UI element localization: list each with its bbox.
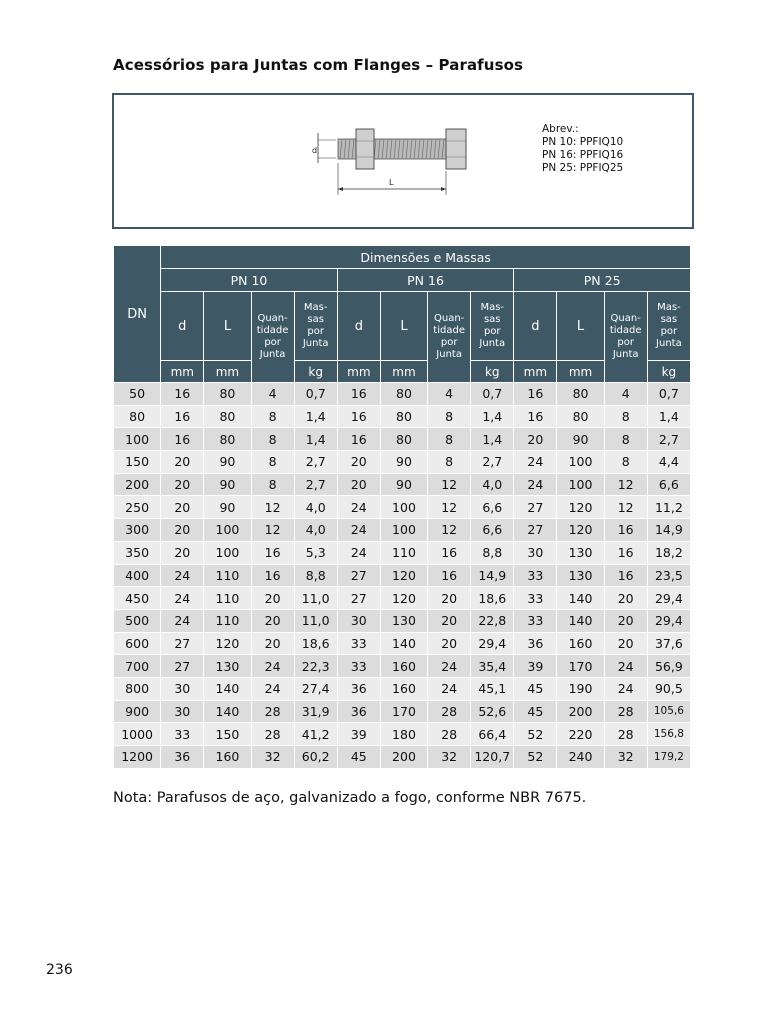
pn25-header: PN 25: [514, 269, 691, 292]
table-cell: 30: [161, 700, 204, 723]
table-row: [114, 677, 691, 700]
table-cell: 105,6: [647, 700, 690, 723]
table-cell: 80: [380, 405, 427, 428]
col-L-header: L: [204, 292, 251, 361]
table-cell: 11,0: [294, 609, 337, 632]
dn-cell: 900: [114, 700, 161, 723]
unit-header: mm: [337, 361, 380, 383]
table-cell: 120: [557, 519, 604, 542]
table-cell: 0,7: [647, 383, 690, 406]
table-cell: 20: [514, 428, 557, 451]
abbrev-title: Abrev.:: [542, 123, 579, 135]
table-cell: 130: [204, 655, 251, 678]
table-cell: 23,5: [647, 564, 690, 587]
table-cell: 120: [380, 564, 427, 587]
table-cell: 20: [428, 632, 471, 655]
table-cell: 24: [514, 473, 557, 496]
dn-cell: 450: [114, 587, 161, 610]
table-cell: 140: [204, 677, 251, 700]
table-cell: 8: [251, 405, 294, 428]
table-cell: 18,2: [647, 541, 690, 564]
table-cell: 18,6: [471, 587, 514, 610]
table-cell: 22,8: [471, 609, 514, 632]
table-cell: 16: [161, 428, 204, 451]
table-row: [114, 723, 691, 746]
table-cell: 120: [557, 496, 604, 519]
table-cell: 11,2: [647, 496, 690, 519]
dn-cell: 600: [114, 632, 161, 655]
table-cell: 24: [161, 587, 204, 610]
table-cell: 45,1: [471, 677, 514, 700]
table-cell: 110: [204, 587, 251, 610]
table-cell: 18,6: [294, 632, 337, 655]
table-cell: 30: [514, 541, 557, 564]
table-cell: 16: [337, 405, 380, 428]
col-d-header: d: [337, 292, 380, 361]
table-cell: 4: [428, 383, 471, 406]
dn-cell: 1000: [114, 723, 161, 746]
table-cell: 24: [604, 677, 647, 700]
table-cell: 140: [557, 587, 604, 610]
abbrev-pn10: PN 10: PPFIQ10: [542, 136, 624, 148]
table-cell: 29,4: [471, 632, 514, 655]
table-cell: 4,0: [294, 519, 337, 542]
table-row: [114, 587, 691, 610]
table-cell: 16: [604, 519, 647, 542]
col-d-header: d: [161, 292, 204, 361]
table-cell: 8: [251, 473, 294, 496]
table-cell: 200: [557, 700, 604, 723]
table-cell: 36: [514, 632, 557, 655]
table-cell: 1,4: [471, 405, 514, 428]
table-cell: 31,9: [294, 700, 337, 723]
table-cell: 179,2: [647, 746, 690, 769]
table-cell: 8: [251, 451, 294, 474]
table-row: [114, 519, 691, 542]
table-cell: 8,8: [294, 564, 337, 587]
table-cell: 60,2: [294, 746, 337, 769]
table-cell: 52: [514, 723, 557, 746]
dn-cell: 350: [114, 541, 161, 564]
table-cell: 80: [380, 428, 427, 451]
table-cell: 80: [204, 428, 251, 451]
pn10-header: PN 10: [161, 269, 338, 292]
table-cell: 20: [161, 451, 204, 474]
table-cell: 1,4: [471, 428, 514, 451]
unit-header: mm: [161, 361, 204, 383]
table-cell: 11,0: [294, 587, 337, 610]
table-cell: 12: [251, 496, 294, 519]
table-cell: 56,9: [647, 655, 690, 678]
table-cell: 170: [557, 655, 604, 678]
table-cell: 220: [557, 723, 604, 746]
table-cell: 41,2: [294, 723, 337, 746]
col-mass-header: Mas- sas por Junta: [647, 292, 690, 361]
table-cell: 2,7: [294, 451, 337, 474]
group-header: Dimensões e Massas: [161, 246, 691, 269]
table-cell: 90: [380, 451, 427, 474]
unit-header: mm: [380, 361, 427, 383]
table-cell: 39: [514, 655, 557, 678]
table-cell: 20: [251, 587, 294, 610]
col-mass-header: Mas- sas por Junta: [294, 292, 337, 361]
dn-cell: 700: [114, 655, 161, 678]
table-cell: 24: [514, 451, 557, 474]
table-cell: 150: [204, 723, 251, 746]
table-cell: 156,8: [647, 723, 690, 746]
abbreviations: [542, 123, 623, 175]
table-cell: 20: [428, 609, 471, 632]
dim-d-label: d: [312, 146, 318, 155]
table-cell: 36: [337, 700, 380, 723]
table-cell: 20: [251, 632, 294, 655]
table-cell: 240: [557, 746, 604, 769]
table-cell: 24: [251, 677, 294, 700]
table-cell: 29,4: [647, 587, 690, 610]
col-qty-header: Quan- tidade por Junta: [428, 292, 471, 383]
table-cell: 130: [557, 564, 604, 587]
bolt-figure-box: [112, 93, 694, 229]
table-cell: 45: [337, 746, 380, 769]
table-cell: 2,7: [647, 428, 690, 451]
col-qty-header: Quan- tidade por Junta: [251, 292, 294, 383]
table-cell: 27: [514, 519, 557, 542]
table-row: [114, 632, 691, 655]
table-cell: 52: [514, 746, 557, 769]
table-cell: 16: [337, 428, 380, 451]
table-cell: 12: [428, 519, 471, 542]
table-cell: 27: [337, 564, 380, 587]
dn-cell: 80: [114, 405, 161, 428]
unit-header: kg: [471, 361, 514, 383]
table-cell: 20: [161, 541, 204, 564]
table-cell: 14,9: [471, 564, 514, 587]
dn-cell: 250: [114, 496, 161, 519]
table-cell: 130: [380, 609, 427, 632]
table-cell: 32: [604, 746, 647, 769]
table-cell: 24: [337, 541, 380, 564]
dn-cell: 150: [114, 451, 161, 474]
col-L-header: L: [557, 292, 604, 361]
dn-cell: 200: [114, 473, 161, 496]
table-cell: 100: [204, 541, 251, 564]
table-cell: 20: [161, 496, 204, 519]
table-cell: 4,4: [647, 451, 690, 474]
table-cell: 24: [337, 496, 380, 519]
table-cell: 8: [428, 405, 471, 428]
unit-header: mm: [514, 361, 557, 383]
table-cell: 16: [428, 564, 471, 587]
table-cell: 100: [557, 473, 604, 496]
unit-header: mm: [557, 361, 604, 383]
table-cell: 110: [204, 564, 251, 587]
table-row: [114, 609, 691, 632]
table-cell: 27: [161, 632, 204, 655]
table-cell: 180: [380, 723, 427, 746]
table-cell: 160: [204, 746, 251, 769]
table-cell: 16: [514, 405, 557, 428]
table-cell: 5,3: [294, 541, 337, 564]
table-row: [114, 405, 691, 428]
table-cell: 1,4: [647, 405, 690, 428]
table-cell: 36: [161, 746, 204, 769]
table-cell: 20: [161, 519, 204, 542]
table-cell: 160: [380, 677, 427, 700]
table-cell: 16: [604, 564, 647, 587]
table-cell: 12: [428, 473, 471, 496]
table-cell: 90: [204, 451, 251, 474]
table-cell: 16: [161, 383, 204, 406]
dn-header: DN: [114, 246, 161, 383]
abbrev-pn16: PN 16: PPFIQ16: [542, 149, 624, 161]
table-cell: 20: [337, 451, 380, 474]
table-cell: 16: [428, 541, 471, 564]
table-cell: 12: [604, 496, 647, 519]
table-cell: 190: [557, 677, 604, 700]
table-cell: 2,7: [294, 473, 337, 496]
table-cell: 100: [380, 519, 427, 542]
dn-cell: 1200: [114, 746, 161, 769]
table-cell: 130: [557, 541, 604, 564]
table-cell: 0,7: [471, 383, 514, 406]
table-cell: 8: [251, 428, 294, 451]
table-cell: 24: [428, 655, 471, 678]
col-L-header: L: [380, 292, 427, 361]
table-cell: 6,6: [471, 519, 514, 542]
table-cell: 12: [251, 519, 294, 542]
table-cell: 39: [337, 723, 380, 746]
table-cell: 20: [428, 587, 471, 610]
dn-cell: 300: [114, 519, 161, 542]
unit-header: kg: [647, 361, 690, 383]
table-cell: 12: [604, 473, 647, 496]
pn16-header: PN 16: [337, 269, 514, 292]
table-cell: 110: [380, 541, 427, 564]
table-cell: 6,6: [471, 496, 514, 519]
table-cell: 24: [251, 655, 294, 678]
table-cell: 24: [337, 519, 380, 542]
table-cell: 160: [557, 632, 604, 655]
table-cell: 110: [204, 609, 251, 632]
table-cell: 16: [337, 383, 380, 406]
table-cell: 28: [428, 723, 471, 746]
table-cell: 80: [557, 383, 604, 406]
table-cell: 20: [604, 632, 647, 655]
table-row: [114, 383, 691, 406]
table-cell: 80: [204, 405, 251, 428]
bolt-illustration: [314, 123, 494, 203]
col-qty-header: Quan- tidade por Junta: [604, 292, 647, 383]
dn-cell: 800: [114, 677, 161, 700]
table-cell: 8: [604, 405, 647, 428]
table-cell: 170: [380, 700, 427, 723]
table-row: [114, 428, 691, 451]
table-cell: 8,8: [471, 541, 514, 564]
table-row: [114, 496, 691, 519]
unit-header: kg: [294, 361, 337, 383]
col-mass-header: Mas- sas por Junta: [471, 292, 514, 361]
table-cell: 20: [337, 473, 380, 496]
table-cell: 36: [337, 677, 380, 700]
table-row: [114, 746, 691, 769]
table-cell: 140: [204, 700, 251, 723]
table-cell: 12: [428, 496, 471, 519]
table-cell: 35,4: [471, 655, 514, 678]
table-cell: 16: [604, 541, 647, 564]
table-cell: 80: [557, 405, 604, 428]
table-cell: 28: [604, 700, 647, 723]
table-cell: 0,7: [294, 383, 337, 406]
table-cell: 28: [604, 723, 647, 746]
bolt-dimensions-table: [113, 245, 691, 769]
table-cell: 20: [161, 473, 204, 496]
table-cell: 37,6: [647, 632, 690, 655]
table-row: [114, 473, 691, 496]
table-cell: 8: [604, 428, 647, 451]
table-cell: 20: [604, 609, 647, 632]
table-cell: 90: [204, 473, 251, 496]
table-cell: 33: [161, 723, 204, 746]
table-cell: 33: [514, 587, 557, 610]
table-cell: 1,4: [294, 428, 337, 451]
table-cell: 24: [604, 655, 647, 678]
table-cell: 24: [428, 677, 471, 700]
table-cell: 28: [251, 723, 294, 746]
page-title: Acessórios para Juntas com Flanges – Parafusos: [113, 56, 524, 74]
table-cell: 16: [161, 405, 204, 428]
table-cell: 16: [514, 383, 557, 406]
table-cell: 30: [161, 677, 204, 700]
table-cell: 29,4: [647, 609, 690, 632]
table-cell: 90: [557, 428, 604, 451]
table-cell: 100: [557, 451, 604, 474]
table-cell: 30: [337, 609, 380, 632]
table-cell: 2,7: [471, 451, 514, 474]
table-row: [114, 564, 691, 587]
table-cell: 80: [204, 383, 251, 406]
table-cell: 8: [604, 451, 647, 474]
col-d-header: d: [514, 292, 557, 361]
table-cell: 120,7: [471, 746, 514, 769]
table-cell: 120: [380, 587, 427, 610]
table-row: [114, 451, 691, 474]
table-cell: 1,4: [294, 405, 337, 428]
dn-cell: 400: [114, 564, 161, 587]
table-cell: 33: [337, 632, 380, 655]
table-cell: 66,4: [471, 723, 514, 746]
table-cell: 16: [251, 564, 294, 587]
dn-cell: 500: [114, 609, 161, 632]
table-cell: 140: [380, 632, 427, 655]
table-cell: 90,5: [647, 677, 690, 700]
table-cell: 100: [380, 496, 427, 519]
table-cell: 32: [428, 746, 471, 769]
table-row: [114, 655, 691, 678]
table-cell: 140: [557, 609, 604, 632]
dim-L-label: L: [389, 178, 394, 187]
table-cell: 6,6: [647, 473, 690, 496]
table-cell: 90: [204, 496, 251, 519]
page-number: 236: [46, 962, 73, 978]
table-cell: 90: [380, 473, 427, 496]
abbrev-pn25: PN 25: PPFIQ25: [542, 162, 624, 174]
table-cell: 22,3: [294, 655, 337, 678]
table-cell: 4: [251, 383, 294, 406]
table-cell: 33: [514, 609, 557, 632]
table-cell: 27,4: [294, 677, 337, 700]
table-cell: 200: [380, 746, 427, 769]
table-cell: 16: [251, 541, 294, 564]
unit-header: mm: [204, 361, 251, 383]
dn-cell: 100: [114, 428, 161, 451]
table-note: Nota: Parafusos de aço, galvanizado a fogo, conforme NBR 7675.: [113, 790, 587, 806]
table-cell: 52,6: [471, 700, 514, 723]
table-cell: 32: [251, 746, 294, 769]
table-cell: 14,9: [647, 519, 690, 542]
table-cell: 24: [161, 564, 204, 587]
dn-cell: 50: [114, 383, 161, 406]
table-cell: 27: [161, 655, 204, 678]
table-row: [114, 541, 691, 564]
table-cell: 8: [428, 428, 471, 451]
table-row: [114, 700, 691, 723]
table-cell: 8: [428, 451, 471, 474]
table-cell: 33: [514, 564, 557, 587]
table-cell: 120: [204, 632, 251, 655]
table-cell: 45: [514, 700, 557, 723]
table-cell: 100: [204, 519, 251, 542]
table-cell: 20: [604, 587, 647, 610]
table-cell: 28: [251, 700, 294, 723]
table-cell: 33: [337, 655, 380, 678]
table-cell: 27: [514, 496, 557, 519]
table-cell: 20: [251, 609, 294, 632]
table-cell: 80: [380, 383, 427, 406]
table-cell: 4: [604, 383, 647, 406]
table-cell: 24: [161, 609, 204, 632]
table-cell: 27: [337, 587, 380, 610]
table-cell: 4,0: [294, 496, 337, 519]
table-cell: 45: [514, 677, 557, 700]
table-cell: 28: [428, 700, 471, 723]
table-cell: 160: [380, 655, 427, 678]
table-cell: 4,0: [471, 473, 514, 496]
